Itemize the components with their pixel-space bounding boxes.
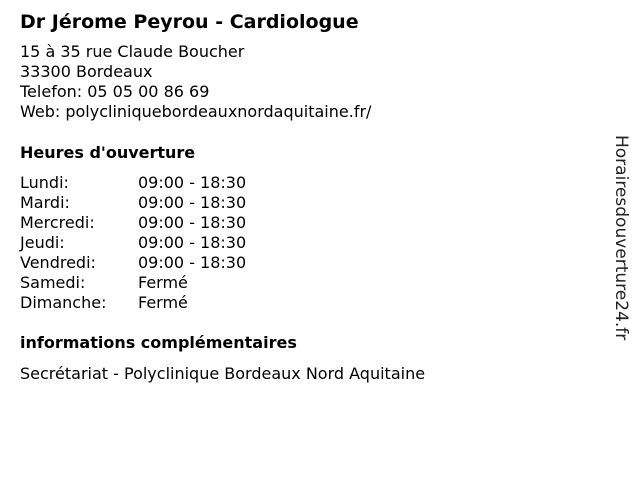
page-title: Dr Jérome Peyrou - Cardiologue: [20, 11, 359, 33]
website: Web: polycliniquebordeauxnordaquitaine.fr/: [20, 102, 372, 121]
additional-info-text: Secrétariat - Polyclinique Bordeaux Nord Aquitaine: [20, 364, 426, 383]
address-block: [20, 42, 600, 122]
hours-row-thursday: [20, 233, 600, 253]
hours-row-sunday: [20, 293, 600, 313]
day-label: Jeudi:: [20, 233, 65, 252]
day-label: Mercredi:: [20, 213, 95, 232]
day-label: Vendredi:: [20, 253, 96, 272]
opening-hours-table: [20, 173, 600, 313]
hours-value: 09:00 - 18:30: [138, 253, 247, 272]
business-listing: [20, 9, 600, 384]
hours-row-monday: [20, 173, 600, 193]
hours-row-friday: [20, 253, 600, 273]
additional-info-heading: informations complémentaires: [20, 333, 297, 352]
hours-value: Fermé: [138, 273, 188, 292]
city-postal-code: 33300 Bordeaux: [20, 62, 153, 81]
hours-value: 09:00 - 18:30: [138, 173, 247, 192]
phone-number: Telefon: 05 05 00 86 69: [20, 82, 210, 101]
day-label: Dimanche:: [20, 293, 107, 312]
street-address: 15 à 35 rue Claude Boucher: [20, 42, 245, 61]
hours-value: Fermé: [138, 293, 188, 312]
site-brand-watermark: Horairesdouverture24.fr: [611, 135, 631, 341]
day-label: Samedi:: [20, 273, 86, 292]
hours-value: 09:00 - 18:30: [138, 233, 247, 252]
day-label: Lundi:: [20, 173, 69, 192]
hours-row-saturday: [20, 273, 600, 293]
day-label: Mardi:: [20, 193, 70, 212]
hours-value: 09:00 - 18:30: [138, 213, 247, 232]
hours-value: 09:00 - 18:30: [138, 193, 247, 212]
hours-row-wednesday: [20, 213, 600, 233]
opening-hours-heading: Heures d'ouverture: [20, 143, 196, 162]
hours-row-tuesday: [20, 193, 600, 213]
